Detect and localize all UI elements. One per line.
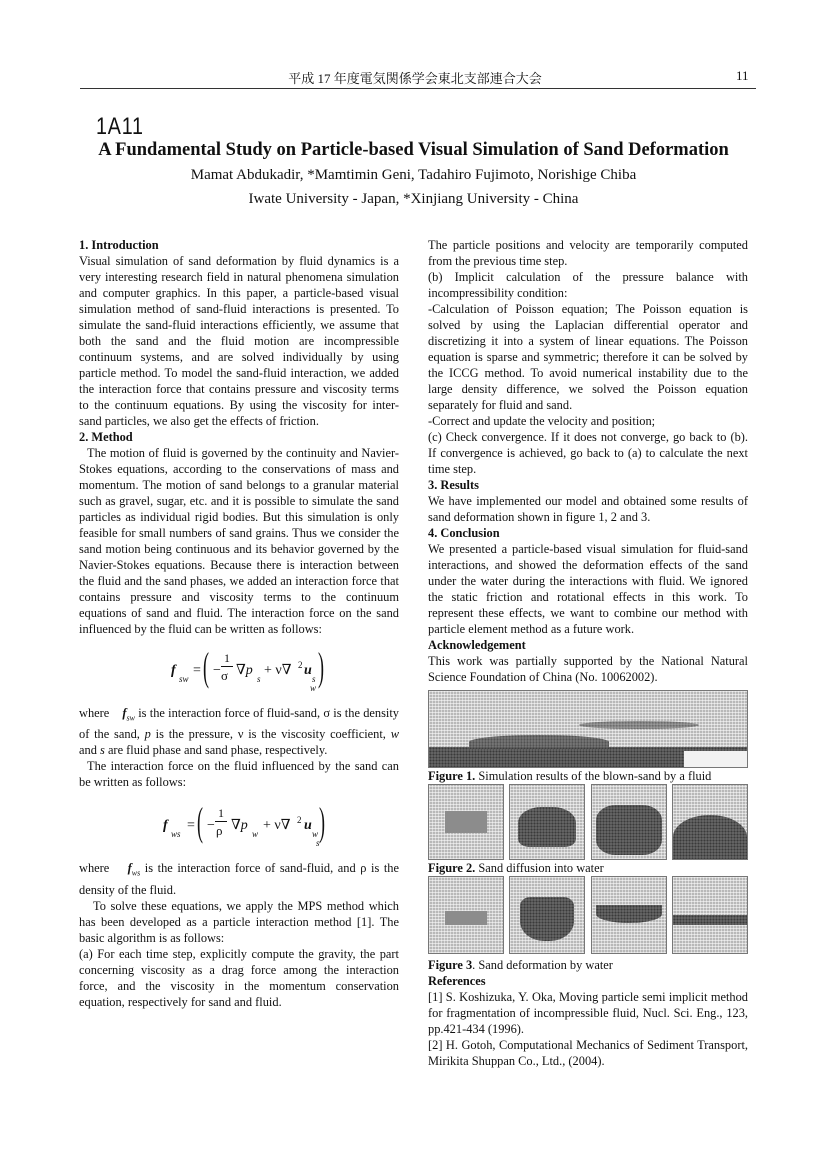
acknowledgement-heading: Acknowledgement xyxy=(428,638,526,652)
figure-1-caption xyxy=(428,768,748,784)
conference-header: 平成 17 年度電気関係学会東北支部連合大会 xyxy=(288,71,542,86)
references-heading: References xyxy=(428,974,486,988)
method-heading: 2. Method xyxy=(79,430,133,444)
figure-1-image xyxy=(428,690,748,768)
figure-2-frame-2-sand xyxy=(518,807,576,847)
figure-2-frame-4 xyxy=(672,784,748,860)
acknowledgement-paragraph: This work was partially supported by the National Natural Science Foundation of China (No. 10062002). xyxy=(428,654,748,684)
eq2-u-sub: w xyxy=(312,829,319,840)
affiliation: Iwate University - Japan, *Xinjiang University - China xyxy=(248,191,579,207)
reference-2: [2] H. Gotoh, Computational Mechanics of Sediment Transport, Mirikita Shuppan Co., Ltd., (2004). xyxy=(428,1038,748,1068)
step-a-paragraph: (a) For each time step, explicitly compute the gravity, the part concerning viscosity as a drag force among the interaction force, and the viscosity in the momentum conservation equation, respectively for sand and fluid. xyxy=(79,946,399,1009)
eq2-lhs-sub: ws xyxy=(171,829,181,840)
eq2-open-paren: ( xyxy=(197,799,203,845)
correct-paragraph: -Correct and update the velocity and position; xyxy=(428,414,656,428)
figure-2-images xyxy=(428,784,748,860)
figure-3-frame-2-sand xyxy=(520,897,574,941)
right-column xyxy=(428,237,748,1069)
eq1-u-sub: s xyxy=(312,674,316,684)
where1-f: f xyxy=(122,706,127,720)
eq1-lhs-sub: sw xyxy=(179,674,189,684)
eq2-equals: = xyxy=(187,818,195,834)
eq1-frac-num: 1 xyxy=(224,651,230,665)
eq1-plus-term: + ν∇ xyxy=(264,663,292,678)
eq2-frac-bar xyxy=(215,821,227,822)
eq1-frac-den: σ xyxy=(221,668,229,683)
eq2-plus-term: + ν∇ xyxy=(263,818,291,834)
where2-w1: where xyxy=(79,861,110,876)
eq2-close-paren: ) xyxy=(319,799,325,845)
where1-w: w xyxy=(390,727,399,742)
figure-3-label: Figure 3 xyxy=(428,958,473,972)
figure-1-sand-dune xyxy=(469,735,609,749)
fluid-force-paragraph: The interaction force on the fluid influenced by the sand can be written as follows: xyxy=(79,759,399,790)
figure-2-frame-1-block xyxy=(445,811,487,833)
eq2-outer-sub: s xyxy=(316,838,320,849)
eq2-lhs: f xyxy=(163,818,168,834)
figure-2-frame-1 xyxy=(428,784,504,860)
step-a-continued: The particle positions and velocity are temporarily computed from the previous time step. xyxy=(428,238,748,268)
eq1-p-sub: s xyxy=(257,674,261,684)
figure-2-label: Figure 2. xyxy=(428,861,476,875)
intro-paragraph: Visual simulation of sand deformation by fluid dynamics is a very interesting research field in natural phenomena simulation and computer graphics. In this paper, a particle-based visual simulation method of sand-fluid interactions is presented. To simulate the sand-fluid interactions efficiently, we assume that both the sand and the fluid motion are incompressible continuum systems, and are solved individually by using particle method. To model the sand-fluid interaction, we added the interaction force that contains pressure and viscosity terms to the continuum equations. By using the viscosity for inter-sand particles, we also get the effects of friction. xyxy=(79,254,399,428)
figure-3-frame-3-sand xyxy=(596,905,662,923)
step-b-paragraph: (b) Implicit calculation of the pressure balance with incompressibility condition: xyxy=(428,270,748,300)
figure-3-frame-2 xyxy=(509,876,585,954)
eq1-lhs: f xyxy=(171,663,176,678)
eq2-minus: − xyxy=(207,818,215,834)
conclusion-heading: 4. Conclusion xyxy=(428,526,500,540)
figure-2-frame-3-sand xyxy=(596,805,662,855)
eq1-outer-sub: w xyxy=(310,683,317,693)
figure-2-caption xyxy=(428,860,748,876)
where2-f: f xyxy=(127,861,132,876)
eq2-p-sub: w xyxy=(252,829,259,840)
where2-rest: is the interaction force of sand-fluid, and ρ is the density of the fluid. xyxy=(79,861,399,897)
authors: Mamat Abdukadir, *Mamtimin Geni, Tadahiro Fujimoto, Norishige Chiba xyxy=(190,167,637,183)
where1-mid: is the pressure, ν is the viscosity coefficient, xyxy=(155,727,386,742)
eq2-grad-p: ∇p xyxy=(231,818,248,834)
eq1-square: 2 xyxy=(298,660,303,670)
eq2-square: 2 xyxy=(297,815,302,826)
poisson-paragraph: -Calculation of Poisson equation; The Poisson equation is solved by using the Laplacian differential operator and discretizing it into a system of linear equations. The Poisson equation is sparse and symmetric; therefore it can be solved by the ICCG method. To avoid numerical instability due to the large density difference, we solved the Poisson equation separately for fluid and sand. xyxy=(428,302,748,412)
where1-f-sub: sw xyxy=(126,713,135,723)
figure-1-text: Simulation results of the blown-sand by a fluid xyxy=(475,769,712,783)
figure-3-text: . Sand deformation by water xyxy=(472,958,613,972)
figure-3-frame-3 xyxy=(591,876,667,954)
figure-2-frame-3 xyxy=(591,784,667,860)
results-paragraph: We have implemented our model and obtained some results of sand deformation shown in figure 1, 2 and 3. xyxy=(428,494,748,524)
figure-2-frame-2 xyxy=(509,784,585,860)
figure-3-frame-4 xyxy=(672,876,748,954)
where1-rest: is the interaction force of fluid-sand, σ is the density of the sand, xyxy=(79,706,400,742)
intro-heading: 1. Introduction xyxy=(79,238,159,252)
eq1-close-paren: ) xyxy=(318,644,324,689)
where1-s: s xyxy=(100,743,105,758)
where1-paragraph xyxy=(79,705,399,758)
figure-3-images xyxy=(428,876,748,954)
equation-fws xyxy=(79,799,399,854)
eq1-grad-p: ∇p xyxy=(236,663,253,678)
where1-w1: where xyxy=(79,706,110,720)
page-number: 11 xyxy=(736,68,749,83)
figure-3-frame-1-block xyxy=(445,911,487,925)
where1-and: and xyxy=(79,743,97,758)
eq1-equals: = xyxy=(193,663,201,678)
figure-2-text: Sand diffusion into water xyxy=(475,861,604,875)
conclusion-paragraph: We presented a particle-based visual simulation for fluid-sand interactions, and showed the deformation effects of the sand under the water during the interactions with fluid. We ignored the static friction and rotational effects in this work. To represent these effects, we want to combine our method with particle element method as a future work. xyxy=(428,542,748,636)
eq2-frac-den: ρ xyxy=(216,823,223,839)
equation-fsw xyxy=(79,644,399,699)
results-heading: 3. Results xyxy=(428,478,479,492)
figure-1-obstacle xyxy=(684,751,747,767)
step-c-paragraph: (c) Check convergence. If it does not converge, go back to (b). If convergence is achieved, go back to (a) to calculate the next time step. xyxy=(428,430,748,476)
figure-1-blown-sand xyxy=(579,721,699,729)
eq1-open-paren: ( xyxy=(203,644,209,689)
eq2-u: u xyxy=(304,818,312,834)
figure-3-frame-4-sand xyxy=(673,915,747,925)
figure-3-caption xyxy=(428,957,748,973)
method-paragraph: The motion of fluid is governed by the continuity and Navier-Stokes equations, according to the conservations of mass and momentum. The motion of sand belongs to a granular material such as gravel, sugar, etc. and it is possible to simulate the sand particles as individual rigid bodies. But this simulation is only feasible for small numbers of sand grains. Thus we consider the sand motion being continuous and its behavior governed by the Navier-Stokes equations. Because there is interaction between the fluid and the sand phases, we added an interaction force that contains pressure and viscosity terms to the continuum equations of sand and fluid. The interaction force on the sand influenced by the fluid can be written as follows: xyxy=(79,446,399,636)
eq1-frac-bar xyxy=(221,666,233,667)
reference-1: [1] S. Koshizuka, Y. Oka, Moving particle semi implicit method for fragmentation of incompressible fluid, Nucl. Sci. Eng., 123, pp.421-434 (1996). xyxy=(428,990,748,1036)
eq2-frac-num: 1 xyxy=(218,806,224,821)
left-column xyxy=(79,237,399,1010)
figure-3-frame-1 xyxy=(428,876,504,954)
paper-id: 1A11 xyxy=(96,113,144,140)
where2-paragraph xyxy=(79,860,399,897)
where1-end: are fluid phase and sand phase, respectively. xyxy=(107,743,328,758)
eq1-u: u xyxy=(304,663,312,678)
eq1-minus: − xyxy=(213,663,221,678)
where2-f-sub: ws xyxy=(131,868,141,878)
where1-p: p xyxy=(144,727,151,742)
figure-2-frame-4-sand xyxy=(673,815,747,859)
paper-title: A Fundamental Study on Particle-based Visual Simulation of Sand Deformation xyxy=(98,140,729,160)
figure-1-label: Figure 1. xyxy=(428,769,476,783)
mps-paragraph: To solve these equations, we apply the MPS method which has been developed as a particle interaction method [1]. The basic algorithm is as follows: xyxy=(79,898,399,945)
header-rule xyxy=(80,88,756,89)
